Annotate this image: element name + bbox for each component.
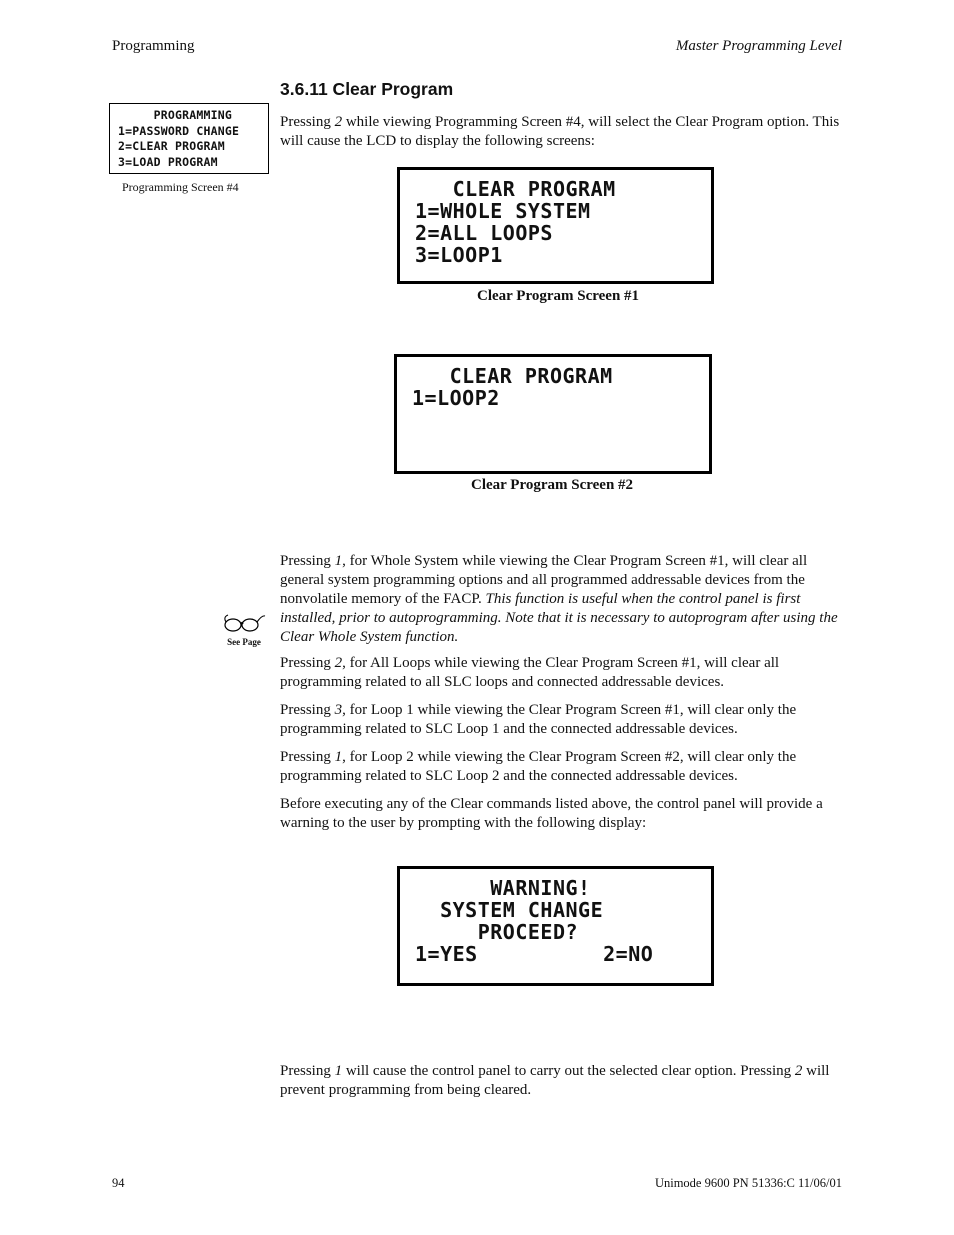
loop-2-paragraph <box>280 748 850 786</box>
warning-screen <box>397 866 714 986</box>
screen-2-caption: Clear Program Screen #2 <box>471 477 634 493</box>
key-number: 1 <box>334 749 343 765</box>
key-number: 2 <box>794 1063 803 1079</box>
lcd-line: PROCEED? <box>415 920 579 944</box>
text-run: , for All Loops while viewing the Clear Program Screen #1, will clear all programming related to all SLC loops and connected addressable devices. <box>280 655 780 690</box>
whole-system-paragraph <box>280 552 850 647</box>
screen-1-caption: Clear Program Screen #1 <box>477 288 640 304</box>
lcd-line: 3=LOOP1 <box>415 243 503 267</box>
see-page-label: See Page <box>227 637 261 647</box>
lcd-line: CLEAR PROGRAM <box>415 177 616 201</box>
section-title: 3.6.11 Clear Program <box>280 79 454 99</box>
text-run: Pressing <box>280 553 335 569</box>
lcd-line: 1=YES 2=NO <box>415 942 654 966</box>
header-chapter-label: Master Programming Level <box>675 38 842 54</box>
key-number: 3 <box>334 702 343 718</box>
lcd-line: 1=WHOLE SYSTEM <box>415 199 591 223</box>
lcd-line: CLEAR PROGRAM <box>412 364 613 388</box>
closing-paragraph <box>280 1062 850 1100</box>
lcd-line: 1=PASSWORD CHANGE <box>118 123 240 138</box>
text-run: , for Loop 1 while viewing the Clear Program Screen #1, will clear only the programming related to SLC Loop 1 and the connected addressable devices. <box>280 702 797 737</box>
key-number: 2 <box>334 114 343 130</box>
lcd-line: 2=ALL LOOPS <box>415 221 553 245</box>
sidebar-lcd-screen <box>109 103 269 174</box>
text-run: Pressing <box>280 114 335 130</box>
lcd-line: PROGRAMMING <box>118 108 232 122</box>
loop-1-paragraph <box>280 701 850 739</box>
glasses-icon <box>222 612 266 634</box>
italic-note: This function is useful when the control panel is first installed, prior to autoprogramming. Note that it is necessary to autoprogram after using the Clear Whole System function. <box>280 591 838 645</box>
text-run: will cause the control panel to carry out the selected clear option. Pressing <box>342 1063 795 1079</box>
see-page-note <box>222 612 266 647</box>
text-run: , for Whole System while viewing the Clear Program Screen #1, will clear all general system programming options and all programmed addressable devices from the nonvolatile memory of the FACP. <box>280 553 808 607</box>
warning-intro-paragraph: Before executing any of the Clear commands listed above, the control panel will provide a warning to the user by prompting with the following display: <box>280 796 823 831</box>
text-run: will prevent programming from being cleared. <box>280 1063 830 1098</box>
clear-program-screen-1 <box>397 167 714 284</box>
lcd-line: 2=CLEAR PROGRAM <box>118 139 225 153</box>
key-number: 1 <box>334 1063 343 1079</box>
text-run: while viewing Programming Screen #4, will select the Clear Program option. This will cause the LCD to display the following screens: <box>280 114 840 149</box>
header-section-label: Programming <box>112 38 195 54</box>
clear-program-screen-2 <box>394 354 712 474</box>
lcd-line: 1=LOOP2 <box>412 386 500 410</box>
key-number: 1 <box>334 553 343 569</box>
text-run: Pressing <box>280 655 335 671</box>
sidebar-lcd-caption: Programming Screen #4 <box>122 180 239 194</box>
page-number: 94 <box>112 1176 125 1190</box>
intro-paragraph <box>280 113 850 151</box>
text-run: Pressing <box>280 749 335 765</box>
lcd-line: 3=LOAD PROGRAM <box>118 154 218 169</box>
key-number: 2 <box>334 655 343 671</box>
lcd-line: WARNING! <box>415 876 591 900</box>
text-run: , for Loop 2 while viewing the Clear Program Screen #2, will clear only the programming related to SLC Loop 2 and the connected addressable devices. <box>280 749 797 784</box>
text-run: Pressing <box>280 702 335 718</box>
lcd-line: SYSTEM CHANGE <box>415 898 604 922</box>
all-loops-paragraph <box>280 654 850 692</box>
text-run: Pressing <box>280 1063 335 1079</box>
document-id: Unimode 9600 PN 51336:C 11/06/01 <box>654 1176 842 1190</box>
